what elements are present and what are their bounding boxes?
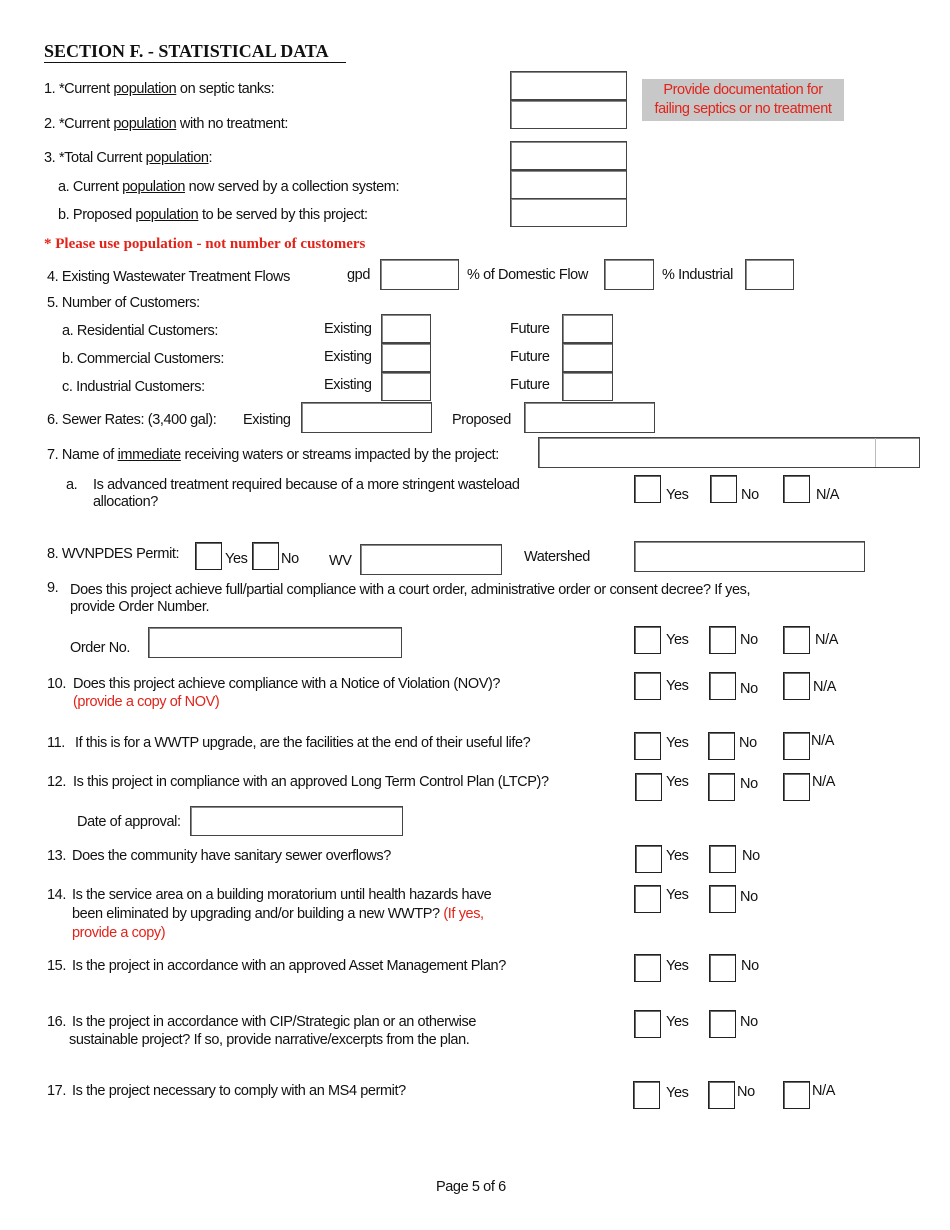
q11-question: If this is for a WWTP upgrade, are the facilities at the end of their useful life? xyxy=(75,735,531,751)
q16-line2: sustainable project? If so, provide narrative/excerpts from the plan. xyxy=(69,1032,470,1048)
q10-question: Does this project achieve compliance with a Notice of Violation (NOV)? xyxy=(73,676,501,692)
q1-population-input[interactable] xyxy=(510,71,627,100)
q7-label: 7. Name of immediate receiving waters or streams impacted by the project: xyxy=(47,447,499,463)
q15-yes-checkbox[interactable] xyxy=(634,954,661,982)
q7a-na-checkbox[interactable] xyxy=(783,475,810,503)
q9-na-label: N/A xyxy=(815,632,838,648)
q13-yes-checkbox[interactable] xyxy=(635,845,662,873)
q16-num: 16. xyxy=(47,1014,66,1030)
q11-no-label: No xyxy=(739,735,757,751)
q10-note: (provide a copy of NOV) xyxy=(73,694,220,710)
q9-order-label: Order No. xyxy=(70,640,131,656)
q17-na-label: N/A xyxy=(812,1083,835,1099)
q5a-future-label: Future xyxy=(510,321,550,337)
q3b-proposed-population-input[interactable] xyxy=(510,198,627,227)
q12-num: 12. xyxy=(47,774,66,790)
q16-line1: Is the project in accordance with CIP/Strategic plan or an otherwise xyxy=(72,1014,476,1030)
q17-na-checkbox[interactable] xyxy=(783,1081,810,1109)
q9-num: 9. xyxy=(47,580,59,596)
q5a-label: a. Residential Customers: xyxy=(62,323,219,339)
q5c-future-label: Future xyxy=(510,377,550,393)
q15-question: Is the project in accordance with an approved Asset Management Plan? xyxy=(72,958,506,974)
q14-note: provide a copy) xyxy=(72,925,166,941)
q5c-future-input[interactable] xyxy=(562,372,613,401)
q3b-label: b. Proposed population to be served by this project: xyxy=(58,207,368,223)
q8-permit-no-checkbox[interactable] xyxy=(252,542,279,570)
q7a-no-checkbox[interactable] xyxy=(710,475,737,503)
q17-no-label: No xyxy=(737,1084,755,1100)
q12-no-label: No xyxy=(740,776,758,792)
q4-industrial-label: % Industrial xyxy=(662,267,733,283)
q2-label: 2. *Current population with no treatment: xyxy=(44,116,288,132)
q8-no-label: No xyxy=(281,551,299,567)
q13-no-checkbox[interactable] xyxy=(709,845,736,873)
q14-line1: Is the service area on a building moratorium until health hazards have xyxy=(72,887,492,903)
q10-na-checkbox[interactable] xyxy=(783,672,810,700)
q5b-existing-input[interactable] xyxy=(381,343,431,372)
q17-question: Is the project necessary to comply with an MS4 permit? xyxy=(72,1083,406,1099)
q12-no-checkbox[interactable] xyxy=(708,773,735,801)
q12-question: Is this project in compliance with an approved Long Term Control Plan (LTCP)? xyxy=(73,774,549,790)
q7a-no-label: No xyxy=(741,487,759,503)
q6-label: 6. Sewer Rates: (3,400 gal): xyxy=(47,412,217,428)
q9-yes-label: Yes xyxy=(666,632,689,648)
q14-num: 14. xyxy=(47,887,66,903)
q12-date-label: Date of approval: xyxy=(77,814,181,830)
q16-no-label: No xyxy=(740,1014,758,1030)
q5b-label: b. Commercial Customers: xyxy=(62,351,225,367)
q9-order-number-input[interactable] xyxy=(148,627,402,658)
q5b-future-input[interactable] xyxy=(562,343,613,372)
q13-num: 13. xyxy=(47,848,66,864)
q7a-num: a. xyxy=(66,477,78,493)
q5a-existing-input[interactable] xyxy=(381,314,431,343)
q14-no-label: No xyxy=(740,889,758,905)
q12-approval-date-input[interactable] xyxy=(190,806,403,836)
q5b-existing-label: Existing xyxy=(324,349,372,365)
q1-label: 1. *Current population on septic tanks: xyxy=(44,81,275,97)
q16-yes-label: Yes xyxy=(666,1014,689,1030)
q4-domestic-label: % of Domestic Flow xyxy=(467,267,588,283)
q4-industrial-input[interactable] xyxy=(745,259,794,290)
q16-yes-checkbox[interactable] xyxy=(634,1010,661,1038)
q5c-existing-label: Existing xyxy=(324,377,372,393)
q8-yes-label: Yes xyxy=(225,551,248,567)
q9-no-label: No xyxy=(740,632,758,648)
q8-wv-label: WV xyxy=(329,553,352,569)
population-note: * Please use population - not number of customers xyxy=(44,236,366,252)
q9-yes-checkbox[interactable] xyxy=(634,626,661,654)
q3a-label: a. Current population now served by a collection system: xyxy=(58,179,400,195)
q5c-label: c. Industrial Customers: xyxy=(62,379,205,395)
q14-yes-label: Yes xyxy=(666,887,689,903)
q14-no-checkbox[interactable] xyxy=(709,885,736,913)
q17-no-checkbox[interactable] xyxy=(708,1081,735,1109)
q2-population-input[interactable] xyxy=(510,100,627,129)
q7a-yes-checkbox[interactable] xyxy=(634,475,661,503)
q8-watershed-label: Watershed xyxy=(524,549,590,565)
q9-question: Does this project achieve full/partial compliance with a court order, administrative order or consent decree? If yes, provide Order Number. xyxy=(70,582,751,616)
q8-watershed-input[interactable] xyxy=(634,541,865,572)
q17-yes-label: Yes xyxy=(666,1085,689,1101)
q10-num: 10. xyxy=(47,676,66,692)
q5b-future-label: Future xyxy=(510,349,550,365)
q6-proposed-label: Proposed xyxy=(452,412,511,428)
q12-yes-label: Yes xyxy=(666,774,689,790)
q12-na-label: N/A xyxy=(812,774,835,790)
q10-na-label: N/A xyxy=(813,679,836,695)
q13-no-label: No xyxy=(742,848,760,864)
q8-label: 8. WVNPDES Permit: xyxy=(47,546,180,562)
q11-num: 11. xyxy=(47,735,65,751)
q10-yes-label: Yes xyxy=(666,678,689,694)
q11-no-checkbox[interactable] xyxy=(708,732,735,760)
q10-no-label: No xyxy=(740,681,758,697)
q5-label: 5. Number of Customers: xyxy=(47,295,200,311)
q5a-existing-label: Existing xyxy=(324,321,372,337)
title-underline xyxy=(44,62,346,63)
q17-num: 17. xyxy=(47,1083,66,1099)
q13-question: Does the community have sanitary sewer overflows? xyxy=(72,848,391,864)
q7a-yes-label: Yes xyxy=(666,487,689,503)
q9-na-checkbox[interactable] xyxy=(783,626,810,654)
q12-na-checkbox[interactable] xyxy=(783,773,810,801)
q3a-served-population-input[interactable] xyxy=(510,170,627,199)
q10-no-checkbox[interactable] xyxy=(709,672,736,700)
q11-yes-checkbox[interactable] xyxy=(634,732,661,760)
q7a-na-label: N/A xyxy=(816,487,839,503)
q15-no-label: No xyxy=(741,958,759,974)
q4-domestic-input[interactable] xyxy=(604,259,654,290)
q15-yes-label: Yes xyxy=(666,958,689,974)
documentation-note: Provide documentation for failing septics or no treatment xyxy=(642,79,844,121)
q8-permit-yes-checkbox[interactable] xyxy=(195,542,222,570)
q7-receiving-waters-input[interactable] xyxy=(538,437,920,468)
q6-existing-label: Existing xyxy=(243,412,291,428)
q14-line2: been eliminated by upgrading and/or building a new WWTP? (If yes, xyxy=(72,906,484,922)
q5a-future-input[interactable] xyxy=(562,314,613,343)
q10-yes-checkbox[interactable] xyxy=(634,672,661,700)
q3-total-population-input[interactable] xyxy=(510,141,627,170)
page-number: Page 5 of 6 xyxy=(436,1179,506,1195)
q15-no-checkbox[interactable] xyxy=(709,954,736,982)
q6-existing-rate-input[interactable] xyxy=(301,402,432,433)
q4-label: 4. Existing Wastewater Treatment Flows xyxy=(47,269,290,285)
q4-gpd-input[interactable] xyxy=(380,259,459,290)
q16-no-checkbox[interactable] xyxy=(709,1010,736,1038)
q15-num: 15. xyxy=(47,958,66,974)
q6-proposed-rate-input[interactable] xyxy=(524,402,655,433)
q11-yes-label: Yes xyxy=(666,735,689,751)
q5c-existing-input[interactable] xyxy=(381,372,431,401)
q12-yes-checkbox[interactable] xyxy=(635,773,662,801)
q17-yes-checkbox[interactable] xyxy=(633,1081,660,1109)
section-title: SECTION F. - STATISTICAL DATA xyxy=(44,41,329,61)
q4-gpd-label: gpd xyxy=(347,267,370,283)
q11-na-checkbox[interactable] xyxy=(783,732,810,760)
q14-yes-checkbox[interactable] xyxy=(634,885,661,913)
q8-wv-permit-input[interactable] xyxy=(360,544,502,575)
q13-yes-label: Yes xyxy=(666,848,689,864)
q9-no-checkbox[interactable] xyxy=(709,626,736,654)
q3-label: 3. *Total Current population: xyxy=(44,150,213,166)
q7a-question: Is advanced treatment required because of a more stringent wasteload allocation? xyxy=(93,477,520,511)
q11-na-label: N/A xyxy=(811,733,834,749)
